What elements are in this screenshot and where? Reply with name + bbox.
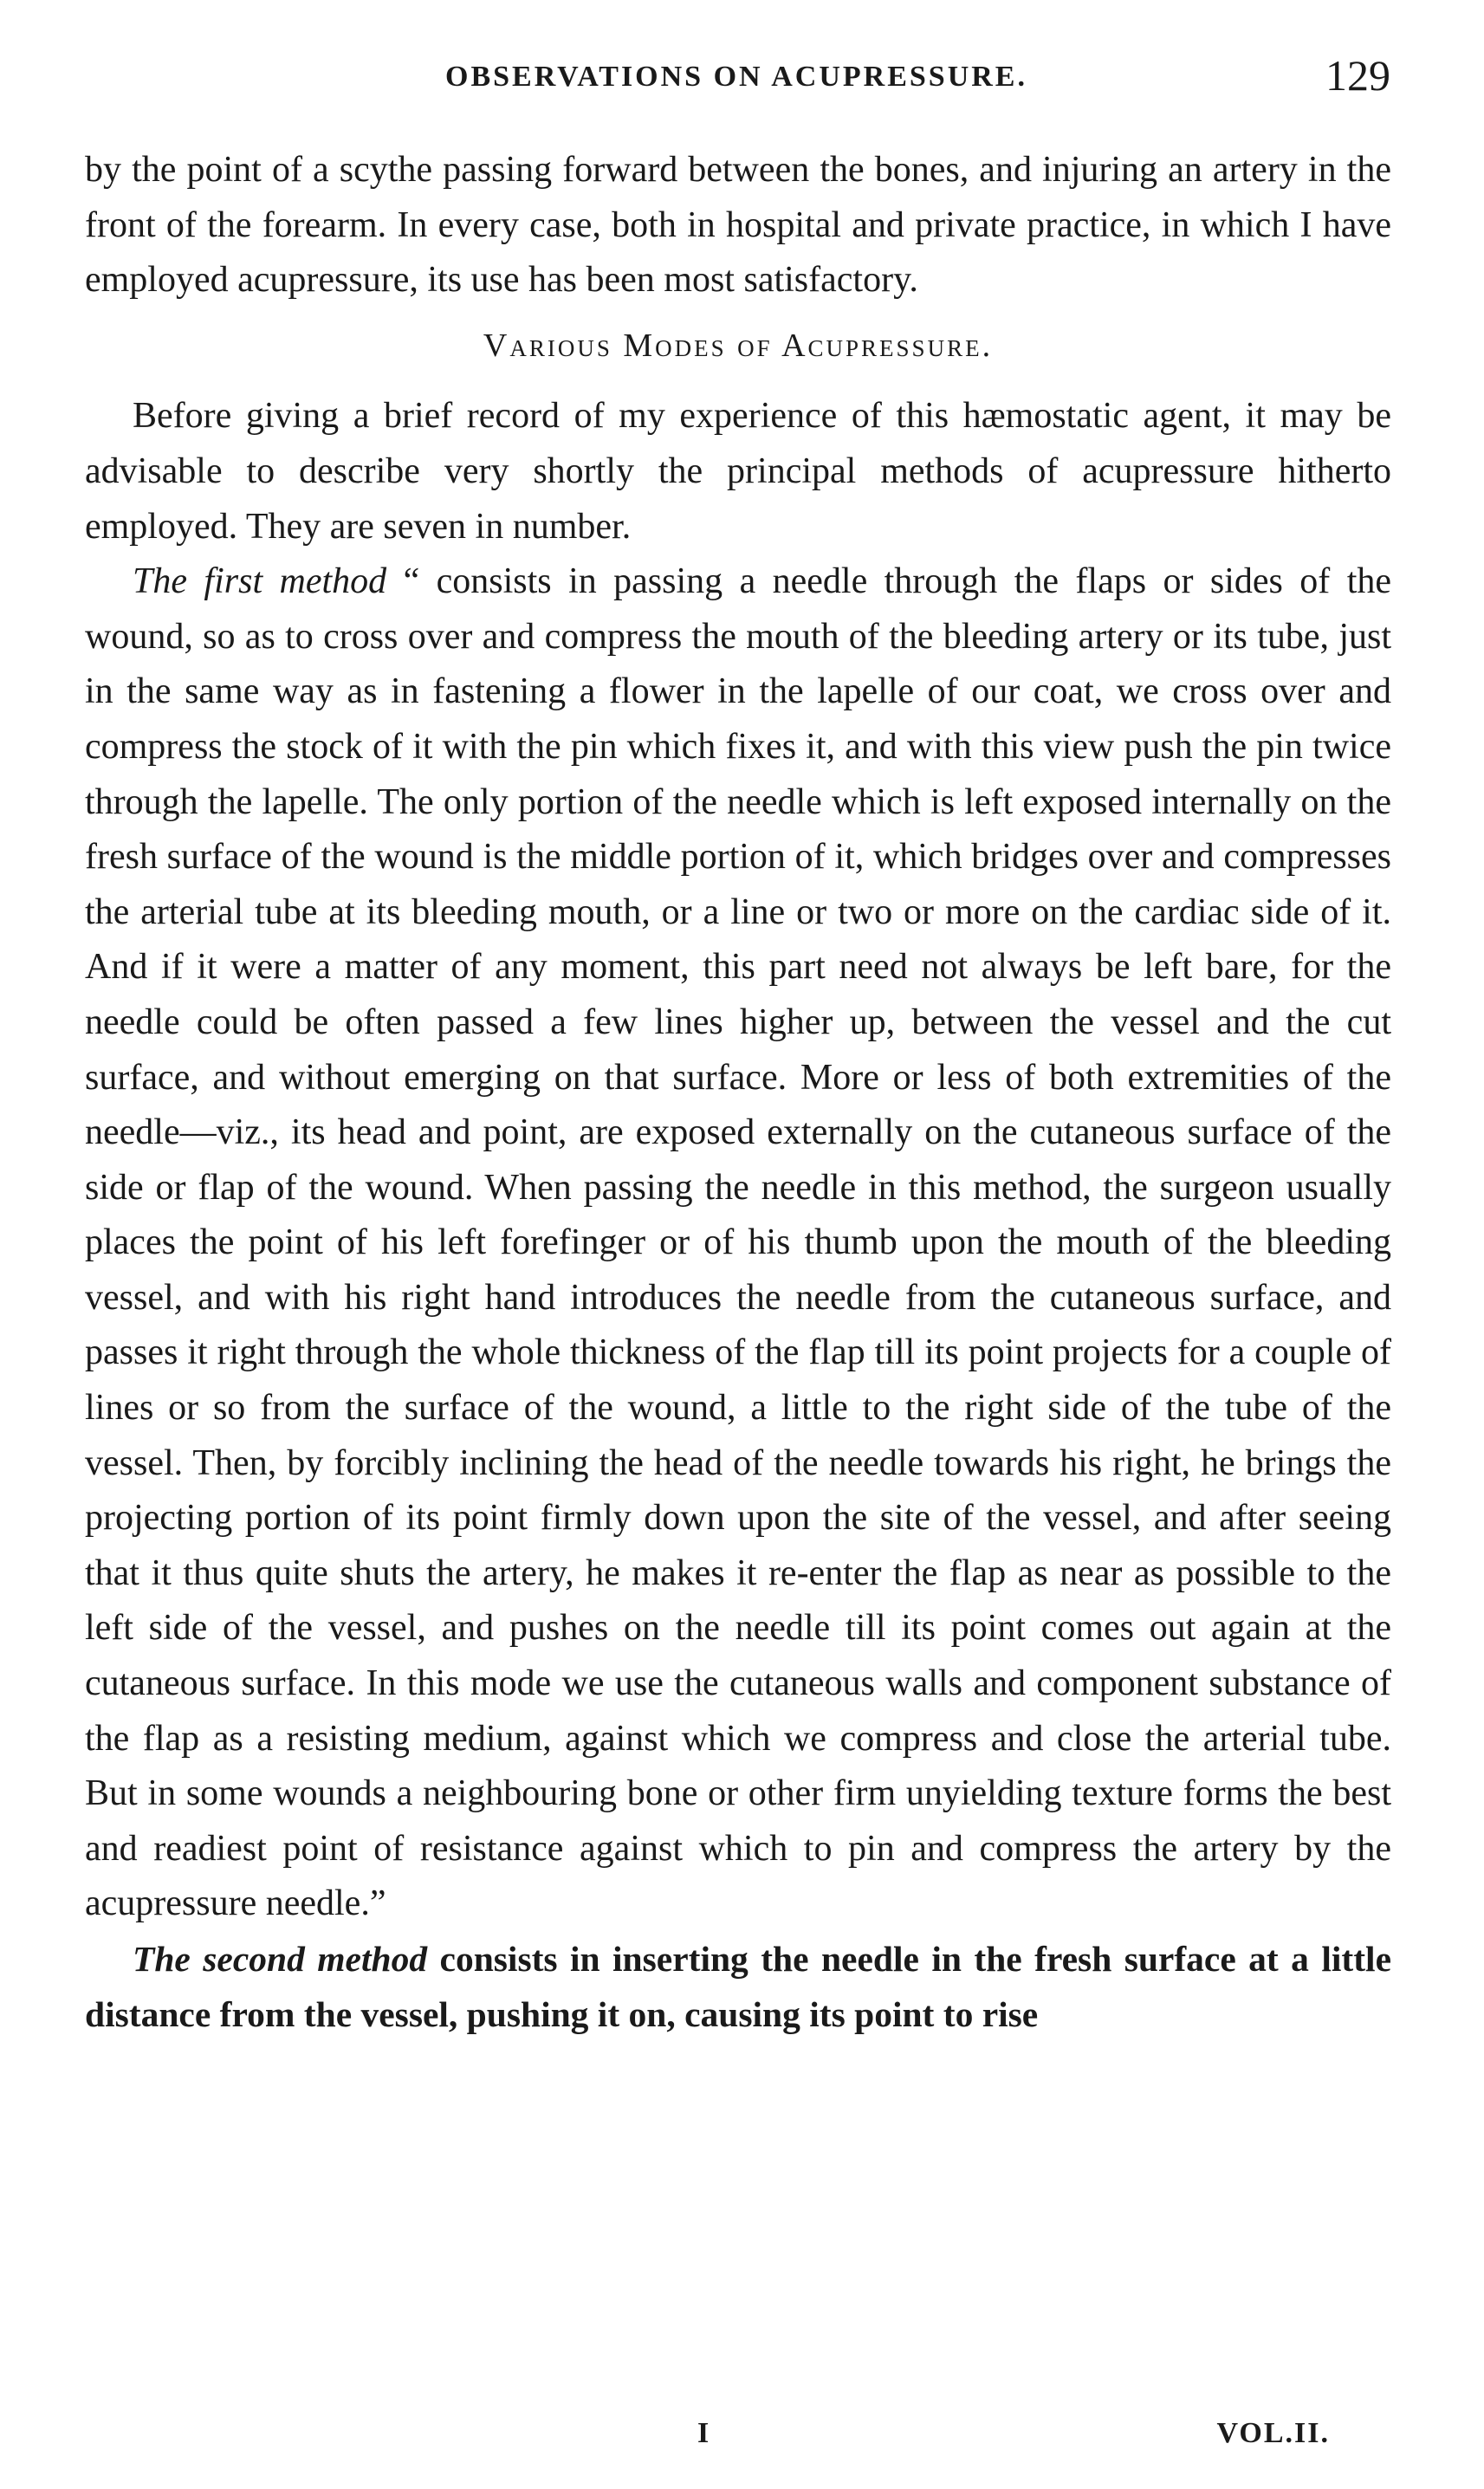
first-method-text: “ consists in passing a needle through the flaps or sides of the wound, so as to cross over and compress the mouth of the bleeding artery or its tube, just in the same way as in fastening a flower in the lapelle of our coat, we cross over and compress the stock of it with the pin which fixes it, and with this view push the pin twice through the lapelle. The only portion of the needle which is left exposed internally on the fresh surface of the wound is the middle portion of it, which bridges over and compresses the arterial tube at its bleeding mouth, or a line or two or more on the cardiac side of it. And if it were a matter of any moment, this part need not always be left bare, for the needle could be often passed a few lines higher up, between the vessel and the cut surface, and without emerging on that surface. More or less of both extremities of the needle—viz., its head and point, are exposed externally on the cutaneous surface of the side or flap of the wound. When passing the needle in this method, the surgeon usually places the point of his left forefinger or of his thumb upon the mouth of the bleeding vessel, and with his right hand introduces the needle from the cutaneous surface, and passes it right through the whole thickness of the flap till its point projects for a couple of lines or so from the surface of the wound, a little to the right side of the tube of the vessel. Then, by forcibly inclining the head of the needle towards his right, he brings the projecting portion of its point firmly down upon the site of the vessel, and after seeing that it thus quite shuts the artery, he makes it re-enter the flap as near as possible to the left side of the vessel, and pushes on the needle till its point comes out again at the cutaneous surface. In this mode we use the cutaneous walls and component substance of the flap as a resisting medium, against which we compress and close the arterial tube. But in some wounds a neighbouring bone or other firm unyielding texture forms the best and readiest point of resistance against which to pin and compress the artery by the acupressure needle.” bbox=[85, 561, 1391, 1924]
paragraph-second-method bbox=[85, 1932, 1391, 2042]
body-text bbox=[85, 143, 1391, 2042]
section-heading: Various Modes of Acupressure. bbox=[483, 327, 994, 364]
volume-label: VOL.II. bbox=[1216, 2417, 1330, 2449]
signature-mark: I bbox=[697, 2417, 710, 2449]
paragraph-first-method bbox=[85, 554, 1391, 1932]
running-title: OBSERVATIONS ON ACUPRESSURE. bbox=[445, 61, 1027, 93]
running-head bbox=[82, 50, 1390, 111]
first-method-lead-in: The first method bbox=[133, 561, 387, 602]
paragraph-intro: Before giving a brief record of my experience of this hæmostatic agent, it may be advisable to describe very shortly the principal methods of acupressure hitherto employed. They are seven in number. bbox=[85, 396, 1391, 547]
second-method-text: consists in inserting the needle in the fresh surface at a little distance from the vessel, pushing it on, causing its point to rise bbox=[85, 1939, 1392, 2034]
paragraph-opening: by the point of a scythe passing forward between the bones, and injuring an artery in the front of the forearm. In every case, both in hospital and private practice, in which I have employed acupressure, its use has been most satisfactory. bbox=[85, 150, 1391, 301]
page-number: 129 bbox=[1325, 51, 1390, 100]
page-footer bbox=[82, 2417, 1390, 2460]
second-method-lead-in: The second method bbox=[133, 1939, 428, 1979]
